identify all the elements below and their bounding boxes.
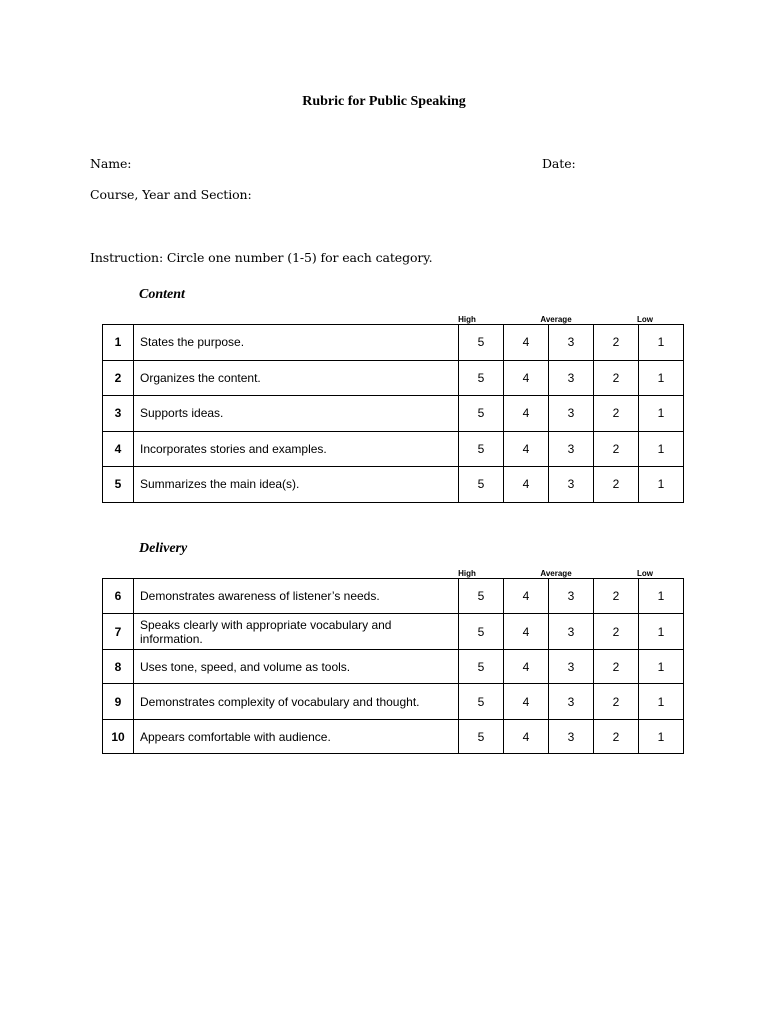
score-option[interactable]: 5 <box>459 360 504 396</box>
score-option[interactable]: 5 <box>459 684 504 720</box>
table-row <box>103 720 684 754</box>
table-row <box>103 614 684 650</box>
criterion-number: 2 <box>103 360 134 396</box>
table-row <box>103 579 684 614</box>
score-option[interactable]: 4 <box>504 579 549 614</box>
score-option[interactable]: 5 <box>459 325 504 361</box>
delivery-section-heading: Delivery <box>139 541 188 556</box>
score-option[interactable]: 2 <box>594 684 639 720</box>
date-label: Date: <box>542 156 576 171</box>
score-option[interactable]: 2 <box>594 579 639 614</box>
score-option[interactable]: 3 <box>549 467 594 503</box>
score-option[interactable]: 3 <box>549 614 594 650</box>
criterion-number: 8 <box>103 650 134 684</box>
table-row <box>103 467 684 503</box>
criterion-text: Demonstrates awareness of listener’s needs. <box>134 579 459 614</box>
score-option[interactable]: 2 <box>594 396 639 432</box>
score-option[interactable]: 2 <box>594 720 639 754</box>
score-option[interactable]: 1 <box>639 325 684 361</box>
score-option[interactable]: 5 <box>459 431 504 467</box>
table-row <box>103 396 684 432</box>
score-option[interactable]: 3 <box>549 325 594 361</box>
content-scale-low: Low <box>637 315 653 324</box>
score-option[interactable]: 4 <box>504 650 549 684</box>
criterion-number: 1 <box>103 325 134 361</box>
criterion-text: Supports ideas. <box>134 396 459 432</box>
criterion-number: 10 <box>103 720 134 754</box>
table-row <box>103 684 684 720</box>
score-option[interactable]: 4 <box>504 431 549 467</box>
criterion-text: Uses tone, speed, and volume as tools. <box>134 650 459 684</box>
score-option[interactable]: 5 <box>459 579 504 614</box>
content-scale-average: Average <box>540 315 572 324</box>
score-option[interactable]: 3 <box>549 650 594 684</box>
instruction-text: Instruction: Circle one number (1-5) for each category. <box>90 250 433 265</box>
score-option[interactable]: 2 <box>594 325 639 361</box>
criterion-text: Appears comfortable with audience. <box>134 720 459 754</box>
criterion-text: Summarizes the main idea(s). <box>134 467 459 503</box>
score-option[interactable]: 2 <box>594 614 639 650</box>
criterion-number: 6 <box>103 579 134 614</box>
score-option[interactable]: 2 <box>594 360 639 396</box>
score-option[interactable]: 4 <box>504 720 549 754</box>
criterion-number: 3 <box>103 396 134 432</box>
score-option[interactable]: 5 <box>459 650 504 684</box>
criterion-text: Demonstrates complexity of vocabulary and thought. <box>134 684 459 720</box>
score-option[interactable]: 1 <box>639 396 684 432</box>
score-option[interactable]: 1 <box>639 614 684 650</box>
criterion-text: States the purpose. <box>134 325 459 361</box>
score-option[interactable]: 1 <box>639 579 684 614</box>
score-option[interactable]: 5 <box>459 720 504 754</box>
score-option[interactable]: 5 <box>459 614 504 650</box>
score-option[interactable]: 1 <box>639 720 684 754</box>
score-option[interactable]: 2 <box>594 431 639 467</box>
criterion-number: 9 <box>103 684 134 720</box>
score-option[interactable]: 3 <box>549 579 594 614</box>
content-scale-high: High <box>458 315 476 324</box>
score-option[interactable]: 3 <box>549 431 594 467</box>
score-option[interactable]: 3 <box>549 360 594 396</box>
criterion-number: 4 <box>103 431 134 467</box>
delivery-scale-high: High <box>458 569 476 578</box>
score-option[interactable]: 3 <box>549 396 594 432</box>
criterion-text: Speaks clearly with appropriate vocabulary and information. <box>134 614 459 650</box>
criterion-text: Incorporates stories and examples. <box>134 431 459 467</box>
course-year-section-label: Course, Year and Section: <box>90 187 252 202</box>
score-option[interactable]: 5 <box>459 467 504 503</box>
score-option[interactable]: 1 <box>639 360 684 396</box>
page-title: Rubric for Public Speaking <box>302 94 466 109</box>
score-option[interactable]: 4 <box>504 684 549 720</box>
delivery-scale-average: Average <box>540 569 572 578</box>
table-row <box>103 360 684 396</box>
score-option[interactable]: 1 <box>639 431 684 467</box>
table-row <box>103 325 684 361</box>
table-row <box>103 650 684 684</box>
score-option[interactable]: 4 <box>504 614 549 650</box>
score-option[interactable]: 3 <box>549 720 594 754</box>
score-option[interactable]: 3 <box>549 684 594 720</box>
table-row <box>103 431 684 467</box>
score-option[interactable]: 4 <box>504 325 549 361</box>
score-option[interactable]: 2 <box>594 650 639 684</box>
name-label: Name: <box>90 156 132 171</box>
score-option[interactable]: 1 <box>639 684 684 720</box>
delivery-rubric-table <box>102 578 684 754</box>
score-option[interactable]: 2 <box>594 467 639 503</box>
score-option[interactable]: 4 <box>504 360 549 396</box>
delivery-scale-low: Low <box>637 569 653 578</box>
score-option[interactable]: 5 <box>459 396 504 432</box>
content-section-heading: Content <box>139 287 185 302</box>
score-option[interactable]: 4 <box>504 396 549 432</box>
content-rubric-table <box>102 324 684 503</box>
score-option[interactable]: 1 <box>639 650 684 684</box>
score-option[interactable]: 4 <box>504 467 549 503</box>
criterion-text: Organizes the content. <box>134 360 459 396</box>
criterion-number: 7 <box>103 614 134 650</box>
criterion-number: 5 <box>103 467 134 503</box>
score-option[interactable]: 1 <box>639 467 684 503</box>
